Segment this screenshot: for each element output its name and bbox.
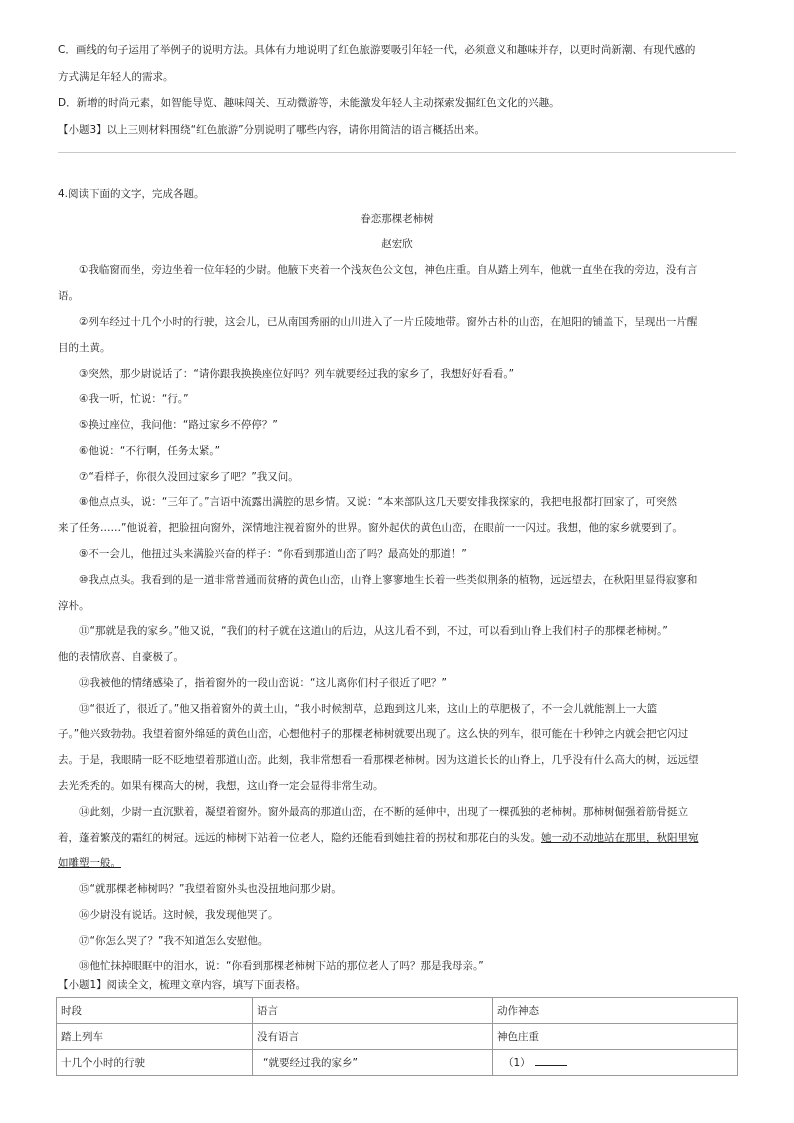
paragraph-6: ⑥他说：“不行啊，任务太紧。” — [79, 445, 221, 457]
paragraph-13-line: 去。于是，我眼睛一眨不眨地望着那道山峦。此刻，我非常想看一看那棵老柿树。因为这道长长的山脊上，几乎没有什么高大的树，远远望 — [58, 754, 699, 766]
paragraph-9: ⑨不一会儿，他扭过头来满脸兴奋的样子：“你看到那道山峦了吗？最高处的那道！” — [79, 548, 467, 560]
question-1: 【小题1】阅读全文，梳理文章内容，填写下面表格。 — [58, 979, 307, 991]
table-header: 动作神态 — [493, 998, 738, 1024]
paragraph-14-line: ⑭此刻，少尉一直沉默着，凝望着窗外。窗外最高的那道山峦，在不断的延伸中，出现了一棵孤独的老柿树。那柿树倔强着筋骨挺立 — [79, 806, 688, 818]
table-header-row — [57, 998, 738, 1024]
paragraph-13-line: 子。”他兴致勃勃。我望着窗外绵延的黄色山峦，心想他村子的那棵老柿树就要出现了。这么快的列车，很可能在十秒钟之内就会把它闪过 — [58, 728, 689, 740]
paragraph-12: ⑫我被他的情绪感染了，指着窗外的一段山峦说：“这儿离你们村子很近了吧？” — [79, 677, 447, 689]
paragraph-14-line — [58, 826, 736, 851]
underlined-sentence: 如雕塑一般。 — [58, 857, 121, 869]
paragraph-8-line: 来了任务……”他说着，把脸扭向窗外，深情地注视着窗外的世界。窗外起伏的黄色山峦，在眼前一一闪过。我想，他的家乡就要到了。 — [58, 522, 683, 534]
paragraph-5: ⑤换过座位，我问他：“路过家乡不停停？” — [79, 419, 278, 431]
paragraph-7: ⑦“看样子，你很久没回过家乡了吧？”我又问。 — [79, 471, 299, 483]
table-cell: 十几个小时的行驶 — [57, 1050, 253, 1076]
answer-label: （1） — [503, 1057, 531, 1069]
answer-blank[interactable] — [535, 1055, 567, 1066]
paragraph-14-text: 着，蓬着繁茂的霜红的树冠。远远的柿树下站着一位老人，隐约还能看到她拄着的拐杖和那花白的头发。 — [58, 832, 541, 844]
paragraph-10-line: 淳朴。 — [58, 600, 90, 612]
underlined-sentence: 她一动不动地站在那里，秋阳里宛 — [541, 832, 699, 844]
table-header: 时段 — [57, 998, 253, 1024]
table-row — [57, 1024, 738, 1050]
paragraph-8-line: ⑧他点点头，说：“三年了。”言语中流露出满腔的思乡情。又说：“本来部队这几天要安排我探家的，我把电报都打回家了，可突然 — [79, 496, 677, 508]
divider — [58, 152, 736, 153]
paragraph-4: ④我一听，忙说：“行。” — [79, 393, 189, 405]
section-4-heading: 4.阅读下面的文字，完成各题。 — [58, 188, 205, 200]
paragraph-10-line: ⑩我点点头。我看到的是一道非常普通而贫瘠的黄色山峦，山脊上寥寥地生长着一些类似荆条的植物，远远望去，在秋阳里显得寂寥和 — [79, 574, 698, 586]
article-title: 眷恋那棵老柿树 — [360, 213, 434, 225]
table-cell: 神色庄重 — [493, 1024, 738, 1050]
paragraph-11-line: ⑪“那就是我的家乡。”他又说，“我们的村子就在这道山的后边，从这儿看不到，不过，可以看到山脊上我们村子的那棵老柿树。” — [79, 625, 668, 637]
paragraph-1-line: ①我临窗而坐，旁边坐着一位年轻的少尉。他腋下夹着一个浅灰色公文包，神色庄重。自从踏上列车，他就一直坐在我的旁边，没有言 — [79, 264, 698, 276]
option-c-line1: C．画线的句子运用了举例子的说明方法。具体有力地说明了红色旅游要吸引年轻一代，必须意义和趣味并存，以更时尚新潮、有现代感的 — [58, 44, 696, 56]
question-3: 【小题3】以上三则材料围绕“红色旅游”分别说明了哪些内容，请你用简洁的语言概括出来。 — [58, 124, 486, 136]
paragraph-13-line: 去光秃秃的。如果有棵高大的树，我想，这山脊一定会显得非常生动。 — [58, 780, 384, 792]
table-cell-text: “就要经过我的家乡” — [263, 1057, 358, 1069]
paragraph-2-line: 目的土黄。 — [58, 342, 111, 354]
table-row — [57, 1050, 738, 1076]
option-d: D．新增的时尚元素，如智能导览、趣味闯关、互动微游等，未能激发年轻人主动探索发掘红色文化的兴趣。 — [58, 97, 560, 109]
paragraph-17: ⑰“你怎么哭了？”我不知道怎么安慰他。 — [79, 935, 269, 947]
table-cell: 没有语言 — [253, 1024, 493, 1050]
table-cell: 踏上列车 — [57, 1024, 253, 1050]
paragraph-13-line: ⑬“很近了，很近了。”他又指着窗外的黄土山，“我小时候割草，总跑到这儿来，这山上的草肥极了，不一会儿就能割上一大篮 — [79, 703, 658, 715]
paragraph-11-line: 他的表情欣喜、自豪极了。 — [58, 651, 184, 663]
paragraph-3: ③突然，那少尉说话了：“请你跟我换换座位好吗？列车就要经过我的家乡了，我想好好看看。” — [79, 368, 515, 380]
answer-table — [56, 997, 738, 1076]
table-cell — [493, 1050, 738, 1076]
paragraph-1-line: 语。 — [58, 290, 79, 302]
paragraph-16: ⑯少尉没有说话。这时候，我发现他哭了。 — [79, 909, 279, 921]
table-header: 语言 — [253, 998, 493, 1024]
paragraph-14-line — [58, 851, 736, 876]
paragraph-18: ⑱他忙抹掉眼眶中的泪水，说：“你看到那棵老柿树下站的那位老人了吗？那是我母亲。” — [79, 960, 484, 972]
article-author: 赵宏欣 — [381, 238, 413, 250]
paragraph-2-line: ②列车经过十几个小时的行驶，这会儿，已从南国秀丽的山川进入了一片丘陵地带。窗外古朴的山峦，在旭阳的铺盖下，呈现出一片醒 — [79, 316, 698, 328]
option-c-line2: 方式满足年轻人的需求。 — [58, 71, 174, 83]
table-cell — [253, 1050, 493, 1076]
paragraph-15: ⑮“就那棵老柿树吗？”我望着窗外头也没扭地问那少尉。 — [79, 883, 342, 895]
